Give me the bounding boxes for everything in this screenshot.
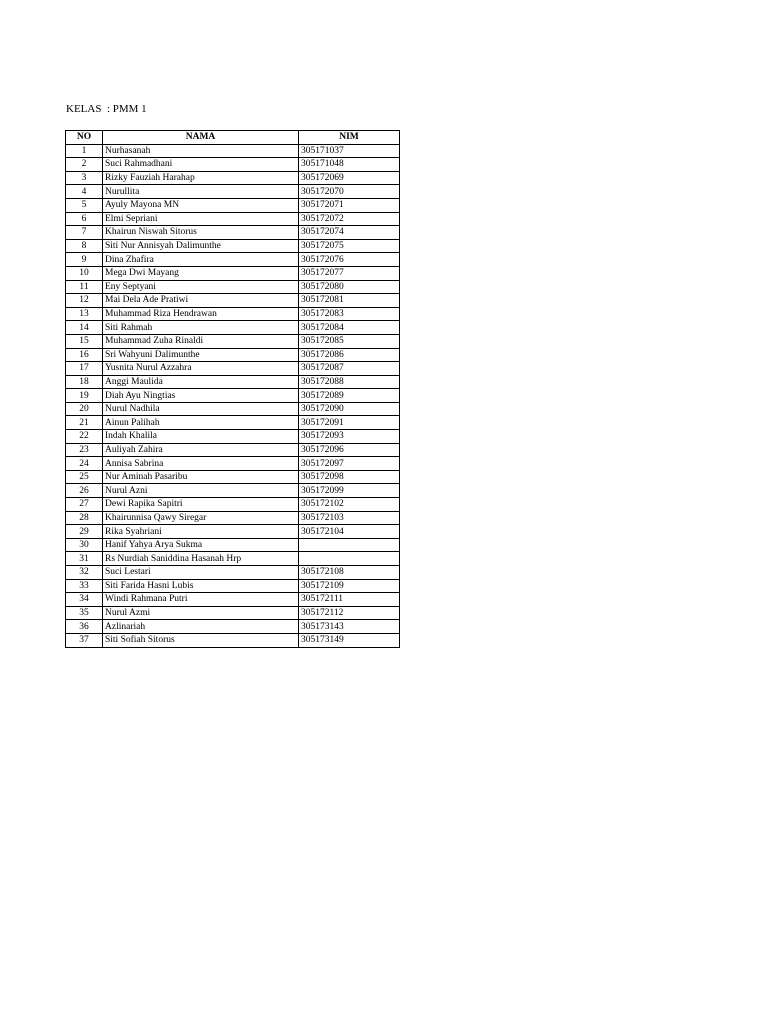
cell-no: 1 xyxy=(66,144,103,158)
cell-nim: 305172091 xyxy=(299,416,400,430)
cell-no: 31 xyxy=(66,552,103,566)
cell-nim: 305172108 xyxy=(299,566,400,580)
cell-nama: Muhammad Riza Hendrawan xyxy=(103,307,299,321)
cell-no: 18 xyxy=(66,375,103,389)
cell-no: 3 xyxy=(66,171,103,185)
cell-no: 5 xyxy=(66,198,103,212)
cell-no: 8 xyxy=(66,239,103,253)
cell-nama: Elmi Sepriani xyxy=(103,212,299,226)
cell-no: 24 xyxy=(66,457,103,471)
cell-no: 26 xyxy=(66,484,103,498)
cell-nama: Nurullita xyxy=(103,185,299,199)
column-header-nim: NIM xyxy=(299,131,400,145)
table-row xyxy=(66,389,400,403)
cell-nim: 305172109 xyxy=(299,579,400,593)
cell-nim: 305173143 xyxy=(299,620,400,634)
cell-nim: 305172088 xyxy=(299,375,400,389)
table-row xyxy=(66,294,400,308)
cell-no: 20 xyxy=(66,402,103,416)
cell-no: 35 xyxy=(66,606,103,620)
table-row xyxy=(66,606,400,620)
cell-nim: 305172099 xyxy=(299,484,400,498)
cell-no: 10 xyxy=(66,266,103,280)
table-row xyxy=(66,511,400,525)
cell-nim: 305172077 xyxy=(299,266,400,280)
cell-nim: 305172075 xyxy=(299,239,400,253)
cell-nama: Dewi Rapika Sapitri xyxy=(103,498,299,512)
cell-nim: 305172069 xyxy=(299,171,400,185)
cell-nama: Indah Khalila xyxy=(103,430,299,444)
cell-nim: 305172087 xyxy=(299,362,400,376)
cell-nim: 305172103 xyxy=(299,511,400,525)
cell-no: 33 xyxy=(66,579,103,593)
table-row xyxy=(66,552,400,566)
cell-no: 37 xyxy=(66,633,103,647)
table-row xyxy=(66,470,400,484)
cell-nim: 305172074 xyxy=(299,226,400,240)
cell-nama: Siti Rahmah xyxy=(103,321,299,335)
table-row xyxy=(66,171,400,185)
table-body xyxy=(66,144,400,647)
table-row xyxy=(66,593,400,607)
cell-nama: Siti Sofiah Sitorus xyxy=(103,633,299,647)
cell-no: 12 xyxy=(66,294,103,308)
table-row xyxy=(66,498,400,512)
cell-nim: 305172072 xyxy=(299,212,400,226)
table-row xyxy=(66,430,400,444)
cell-no: 21 xyxy=(66,416,103,430)
cell-nama: Annisa Sabrina xyxy=(103,457,299,471)
cell-no: 17 xyxy=(66,362,103,376)
cell-no: 11 xyxy=(66,280,103,294)
cell-nim: 305172089 xyxy=(299,389,400,403)
cell-nama: Rika Syahriani xyxy=(103,525,299,539)
cell-no: 28 xyxy=(66,511,103,525)
cell-no: 25 xyxy=(66,470,103,484)
cell-nama: Suci Rahmadhani xyxy=(103,158,299,172)
cell-nim xyxy=(299,552,400,566)
cell-nim: 305172102 xyxy=(299,498,400,512)
cell-nim: 305172090 xyxy=(299,402,400,416)
cell-nim: 305172111 xyxy=(299,593,400,607)
cell-nim: 305172086 xyxy=(299,348,400,362)
cell-nama: Rizky Fauziah Harahap xyxy=(103,171,299,185)
class-heading: KELAS : PMM 1 xyxy=(66,103,147,115)
cell-no: 9 xyxy=(66,253,103,267)
table-row xyxy=(66,158,400,172)
cell-nim: 305172081 xyxy=(299,294,400,308)
table-row xyxy=(66,579,400,593)
cell-no: 16 xyxy=(66,348,103,362)
table-row xyxy=(66,484,400,498)
table-row xyxy=(66,362,400,376)
table-row xyxy=(66,144,400,158)
table-row xyxy=(66,443,400,457)
cell-nama: Nurul Azni xyxy=(103,484,299,498)
table-header-row xyxy=(66,131,400,145)
table-row xyxy=(66,280,400,294)
table-row xyxy=(66,457,400,471)
table-row xyxy=(66,566,400,580)
cell-no: 22 xyxy=(66,430,103,444)
table-row xyxy=(66,266,400,280)
cell-nim: 305172096 xyxy=(299,443,400,457)
table-row xyxy=(66,375,400,389)
cell-no: 2 xyxy=(66,158,103,172)
cell-nim: 305172076 xyxy=(299,253,400,267)
cell-nama: Nurul Nadhila xyxy=(103,402,299,416)
cell-no: 27 xyxy=(66,498,103,512)
cell-nim: 305172098 xyxy=(299,470,400,484)
table-row xyxy=(66,525,400,539)
table-row xyxy=(66,239,400,253)
cell-nim: 305171048 xyxy=(299,158,400,172)
cell-nim: 305172083 xyxy=(299,307,400,321)
cell-nim: 305173149 xyxy=(299,633,400,647)
column-header-nama: NAMA xyxy=(103,131,299,145)
cell-no: 19 xyxy=(66,389,103,403)
cell-nim: 305172070 xyxy=(299,185,400,199)
cell-nama: Auliyah Zahira xyxy=(103,443,299,457)
cell-nama: Nurhasanah xyxy=(103,144,299,158)
table-row xyxy=(66,185,400,199)
cell-no: 13 xyxy=(66,307,103,321)
cell-no: 29 xyxy=(66,525,103,539)
cell-nim: 305172085 xyxy=(299,334,400,348)
cell-nama: Nur Aminah Pasaribu xyxy=(103,470,299,484)
cell-nama: Yusnita Nurul Azzahra xyxy=(103,362,299,376)
cell-nama: Diah Ayu Ningtias xyxy=(103,389,299,403)
cell-no: 15 xyxy=(66,334,103,348)
cell-nim: 305172097 xyxy=(299,457,400,471)
cell-no: 7 xyxy=(66,226,103,240)
table-row xyxy=(66,307,400,321)
cell-nama: Rs Nurdiah Saniddina Hasanah Hrp xyxy=(103,552,299,566)
cell-no: 4 xyxy=(66,185,103,199)
table-row xyxy=(66,334,400,348)
table-row xyxy=(66,416,400,430)
cell-nama: Mega Dwi Mayang xyxy=(103,266,299,280)
cell-no: 14 xyxy=(66,321,103,335)
cell-nim: 305172112 xyxy=(299,606,400,620)
cell-nama: Ainun Palihah xyxy=(103,416,299,430)
table-row xyxy=(66,633,400,647)
cell-nim: 305172080 xyxy=(299,280,400,294)
cell-nim: 305172093 xyxy=(299,430,400,444)
table-row xyxy=(66,321,400,335)
cell-nim: 305172071 xyxy=(299,198,400,212)
cell-nama: Muhammad Zuha Rinaldi xyxy=(103,334,299,348)
cell-nama: Siti Farida Hasni Lubis xyxy=(103,579,299,593)
cell-no: 23 xyxy=(66,443,103,457)
table-row xyxy=(66,538,400,552)
cell-nim xyxy=(299,538,400,552)
cell-nama: Siti Nur Annisyah Dalimunthe xyxy=(103,239,299,253)
cell-nama: Windi Rahmana Putri xyxy=(103,593,299,607)
cell-nama: Sri Wahyuni Dalimunthe xyxy=(103,348,299,362)
cell-nama: Nurul Azmi xyxy=(103,606,299,620)
cell-nama: Mai Dela Ade Pratiwi xyxy=(103,294,299,308)
cell-nama: Dina Zhafira xyxy=(103,253,299,267)
cell-nama: Azlinariah xyxy=(103,620,299,634)
cell-nim: 305172104 xyxy=(299,525,400,539)
cell-no: 30 xyxy=(66,538,103,552)
cell-nama: Khairunnisa Qawy Siregar xyxy=(103,511,299,525)
table-row xyxy=(66,198,400,212)
cell-nama: Suci Lestari xyxy=(103,566,299,580)
table-row xyxy=(66,253,400,267)
table-row xyxy=(66,348,400,362)
column-header-no: NO xyxy=(66,131,103,145)
cell-nim: 305172084 xyxy=(299,321,400,335)
cell-nim: 305171037 xyxy=(299,144,400,158)
table-row xyxy=(66,620,400,634)
student-roster-table xyxy=(65,130,400,648)
table-row xyxy=(66,212,400,226)
cell-nama: Anggi Maulida xyxy=(103,375,299,389)
cell-nama: Hanif Yahya Arya Sukma xyxy=(103,538,299,552)
table-row xyxy=(66,402,400,416)
cell-nama: Ayuly Mayona MN xyxy=(103,198,299,212)
cell-nama: Eny Septyani xyxy=(103,280,299,294)
cell-nama: Khairun Niswah Sitorus xyxy=(103,226,299,240)
cell-no: 6 xyxy=(66,212,103,226)
cell-no: 34 xyxy=(66,593,103,607)
cell-no: 36 xyxy=(66,620,103,634)
cell-no: 32 xyxy=(66,566,103,580)
table-row xyxy=(66,226,400,240)
